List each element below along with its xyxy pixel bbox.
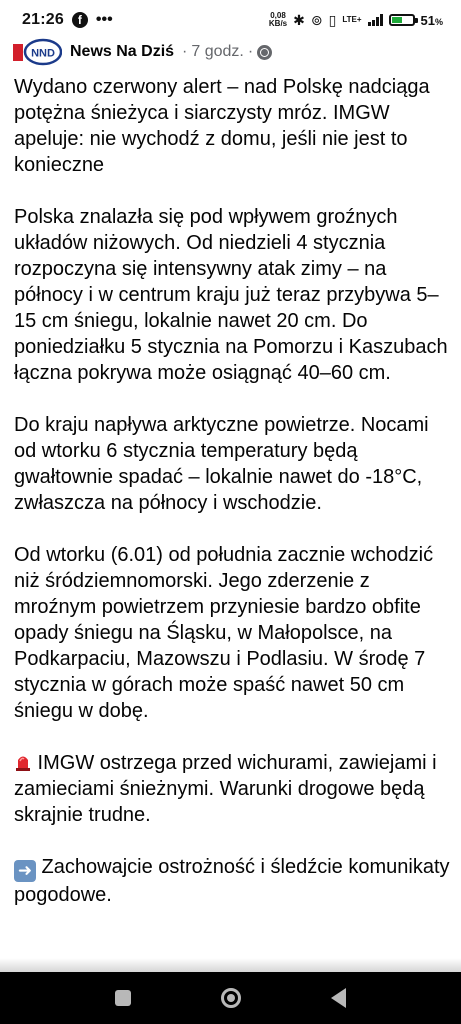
meta-separator: · [182, 43, 188, 60]
hotspot-icon: ⊚ [310, 11, 323, 28]
post-time[interactable]: 7 godz. [191, 43, 244, 60]
bluetooth-icon: ✱ [293, 11, 305, 28]
battery-percent-value: 51 [420, 12, 435, 28]
right-arrow-icon: ➜ [14, 860, 36, 882]
battery-fill [392, 17, 402, 23]
post-divider [0, 958, 461, 972]
battery-icon [389, 14, 415, 26]
status-bar-left [22, 11, 113, 29]
post-headline: Wydano czerwony alert – nad Polskę nadciąga potężna śnieżyca i siarczysty mróz. IMGW apeluje: nie wychodź z domu, jeśli nie jest to konieczne [14, 76, 430, 176]
post-paragraph: Od wtorku (6.01) od południa zacznie wchodzić niż śródziemnomorski. Jego zderzenie z mroźnym powietrzem przyniesie bardzo obfite opady śniegu na Śląsku, w Małopolsce, na Podkarpaciu, Mazowszu i Podlasiu. W środę 7 stycznia w górach może spaść nawet 50 cm śniegu w dobę. [14, 544, 434, 722]
globe-icon [257, 45, 272, 60]
alert-paragraph [14, 750, 454, 828]
status-bar-right [269, 12, 443, 29]
final-text: Zachowajcie ostrożność i śledźcie komunikaty pogodowe. [14, 856, 450, 906]
facebook-icon: f [72, 12, 88, 28]
vibrate-icon: ▯ [328, 11, 337, 28]
navigation-bar [0, 972, 461, 1024]
back-button[interactable] [331, 988, 346, 1008]
page-logo[interactable] [12, 37, 62, 67]
network-speed-value: 0,08 [270, 11, 286, 20]
battery-percent-sign: % [434, 16, 443, 27]
recent-apps-button[interactable] [115, 990, 131, 1006]
post-header [12, 34, 272, 70]
signal-icon [368, 14, 383, 26]
meta-separator-2: · [247, 43, 254, 60]
more-notifications-icon: ••• [95, 11, 113, 28]
network-speed-unit: KB/s [268, 19, 288, 28]
post-paragraph: Do kraju napływa arktyczne powietrze. Nocami od wtorku 6 stycznia temperatury będą gwałtownie spadać – lokalnie nawet do -18°C, zwłaszcza na północy i wschodzie. [14, 414, 429, 514]
post-body [14, 74, 454, 934]
status-time: 21:26 [22, 11, 64, 28]
news-logo-icon [12, 37, 62, 67]
post-paragraph: Polska znalazła się pod wpływem groźnych układów niżowych. Od niedzieli 4 stycznia rozpoczyna się intensywny atak zimy – na północy i w centrum kraju już teraz przybywa 5–15 cm śniegu, lokalnie nawet 20 cm. Do poniedziałku 5 stycznia na Pomorzu i Kaszubach łączna pokrywa może osiągnąć 40–60 cm. [14, 206, 448, 384]
battery-percent [421, 13, 443, 28]
post-meta [182, 43, 272, 61]
alert-text: IMGW ostrzega przed wichurami, zawiejami i zamieciami śnieżnymi. Warunki drogowe będą skrajnie trudne. [14, 752, 437, 826]
network-type: LTE+ [342, 15, 362, 24]
home-button[interactable] [221, 988, 241, 1008]
logo-text: NND [31, 47, 55, 60]
final-paragraph [14, 854, 454, 908]
network-speed [269, 12, 287, 28]
police-light-icon [14, 752, 32, 772]
page-name[interactable]: News Na Dziś [70, 43, 175, 60]
